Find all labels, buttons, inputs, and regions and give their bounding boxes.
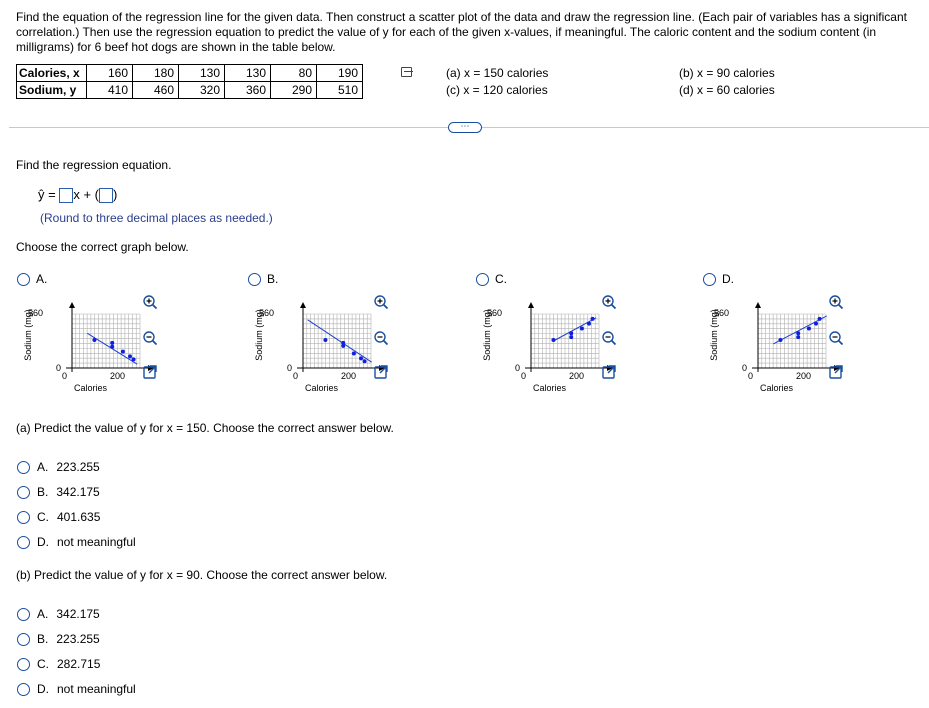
part-b-option-c[interactable]: C. 282.715 — [17, 657, 100, 671]
graph-option-c[interactable] — [475, 268, 680, 398]
radio-button[interactable] — [17, 511, 30, 524]
data-point — [591, 317, 595, 321]
table-cell: 80 — [271, 65, 317, 82]
data-point — [587, 322, 591, 326]
graph-option-label[interactable] — [17, 272, 47, 286]
x-axis-label: Calories — [74, 383, 108, 393]
zoom-in-icon[interactable] — [828, 294, 844, 310]
more-button[interactable]: ⋯ — [448, 122, 482, 133]
popout-icon[interactable] — [828, 364, 844, 380]
y-tick-label: 560 — [487, 308, 503, 318]
radio-button[interactable] — [17, 658, 30, 671]
x-axis-label: Calories — [305, 383, 339, 393]
radio-button[interactable] — [17, 461, 30, 474]
zoom-in-icon[interactable] — [373, 294, 389, 310]
data-point — [92, 338, 96, 342]
data-point — [569, 331, 573, 335]
data-point — [807, 326, 811, 330]
table-cell: 190 — [317, 65, 363, 82]
round-note: (Round to three decimal places as needed.) — [40, 211, 273, 225]
table-row-x — [17, 65, 363, 82]
regression-prompt: Find the regression equation. — [16, 158, 172, 172]
x-tick-label: 200 — [569, 371, 585, 381]
yhat-symbol: ŷ — [38, 187, 45, 202]
x-tick-label: 0 — [748, 371, 754, 381]
scatter-plot — [515, 296, 615, 376]
x-tick-label: 0 — [293, 371, 299, 381]
table-cell: 510 — [317, 82, 363, 99]
zoom-out-icon[interactable] — [828, 330, 844, 346]
y-tick-zero: 0 — [56, 363, 62, 373]
data-point — [580, 326, 584, 330]
prompt-c: (c) x = 120 calories — [446, 83, 548, 97]
x-tick-label: 0 — [521, 371, 527, 381]
part-b-question: (b) Predict the value of y for x = 90. Choose the correct answer below. — [16, 568, 388, 582]
data-point — [323, 338, 327, 342]
y-axis-label: Sodium (mg) — [23, 309, 33, 361]
data-point — [818, 317, 822, 321]
y-tick-label: 560 — [28, 308, 44, 318]
table-cell: 460 — [133, 82, 179, 99]
data-point — [359, 356, 363, 360]
scatter-plot — [56, 296, 156, 376]
equals-sign: = — [44, 187, 60, 202]
part-b-option-a[interactable]: A. 342.175 — [17, 607, 100, 621]
prompt-a: (a) x = 150 calories — [446, 66, 549, 80]
radio-button[interactable] — [17, 273, 30, 286]
table-row-y — [17, 82, 363, 99]
x-axis-label: Calories — [760, 383, 794, 393]
part-b-option-d[interactable]: D. not meaningful — [17, 682, 136, 696]
y-axis-arrow — [528, 302, 534, 308]
table-cell: 180 — [133, 65, 179, 82]
radio-button[interactable] — [248, 273, 261, 286]
y-tick-zero: 0 — [515, 363, 521, 373]
table-cell: 410 — [87, 82, 133, 99]
graph-option-label[interactable] — [476, 272, 507, 286]
scatter-plot — [742, 296, 842, 376]
regression-line — [308, 320, 372, 362]
x-tick-label: 200 — [796, 371, 812, 381]
part-a-option-d[interactable]: D. not meaningful — [17, 535, 136, 549]
intercept-input[interactable] — [99, 188, 113, 203]
zoom-in-icon[interactable] — [142, 294, 158, 310]
zoom-out-icon[interactable] — [373, 330, 389, 346]
zoom-in-icon[interactable] — [601, 294, 617, 310]
y-axis-arrow — [755, 302, 761, 308]
x-tick-label: 200 — [110, 371, 126, 381]
graph-option-letter: B. — [267, 272, 279, 286]
radio-button[interactable] — [476, 273, 489, 286]
popout-icon[interactable] — [601, 364, 617, 380]
data-point — [110, 345, 114, 349]
scatter-plot — [287, 296, 387, 376]
data-point — [110, 341, 114, 345]
table-cell: 290 — [271, 82, 317, 99]
problem-intro: Find the equation of the regression line for the given data. Then construct a scatter plot of the data and draw the regression line. (Each pair of variables has a significant correlation.) Then use the regression equation to predict the value of y for each of the given x-values, if meaningful. The caloric content and the sodium content (in milligrams) for 6 beef hot dogs are shown in the table below. — [16, 10, 907, 54]
close-paren: ) — [112, 187, 118, 202]
part-a-option-b[interactable]: B. 342.175 — [17, 485, 100, 499]
slope-input[interactable] — [59, 188, 73, 203]
row-label-x: Calories, x — [17, 65, 87, 82]
part-a-question: (a) Predict the value of y for x = 150. Choose the correct answer below. — [16, 421, 394, 435]
x-tick-label: 200 — [341, 371, 357, 381]
data-point — [121, 350, 125, 354]
y-axis-label: Sodium (mg) — [709, 309, 719, 361]
y-tick-label: 560 — [259, 308, 275, 318]
regression-equation — [38, 187, 117, 203]
graph-option-letter: A. — [36, 272, 48, 286]
graph-option-a[interactable] — [16, 268, 221, 398]
row-label-y: Sodium, y — [17, 82, 87, 99]
part-a-option-a[interactable]: A. 223.255 — [17, 460, 100, 474]
graph-option-letter: D. — [722, 272, 734, 286]
data-point — [128, 354, 132, 358]
data-point — [796, 335, 800, 339]
y-tick-zero: 0 — [287, 363, 293, 373]
y-tick-zero: 0 — [742, 363, 748, 373]
data-point — [778, 338, 782, 342]
x-tick-label: 0 — [62, 371, 68, 381]
copy-icon[interactable] — [401, 67, 412, 77]
y-tick-label: 560 — [714, 308, 730, 318]
radio-button[interactable] — [703, 273, 716, 286]
y-axis-label: Sodium (mg) — [254, 309, 264, 361]
table-cell: 130 — [225, 65, 271, 82]
data-point — [352, 352, 356, 356]
x-plus-text: x + ( — [73, 187, 99, 202]
data-point — [341, 344, 345, 348]
prompt-b: (b) x = 90 calories — [679, 66, 775, 80]
data-point — [363, 359, 367, 363]
table-cell: 160 — [87, 65, 133, 82]
y-axis-label: Sodium (mg) — [482, 309, 492, 361]
graph-option-letter: C. — [495, 272, 507, 286]
y-axis-arrow — [69, 302, 75, 308]
data-point — [569, 335, 573, 339]
radio-button[interactable] — [17, 608, 30, 621]
table-cell: 320 — [179, 82, 225, 99]
x-axis-label: Calories — [533, 383, 567, 393]
y-axis-arrow — [300, 302, 306, 308]
data-table — [16, 64, 363, 99]
data-point — [551, 338, 555, 342]
radio-button[interactable] — [17, 486, 30, 499]
graph-option-label[interactable] — [703, 272, 734, 286]
zoom-out-icon[interactable] — [142, 330, 158, 346]
data-point — [796, 331, 800, 335]
graph-option-d[interactable] — [702, 268, 907, 398]
part-a-option-c[interactable]: C. 401.635 — [17, 510, 100, 524]
regression-line — [553, 318, 596, 341]
radio-button[interactable] — [17, 536, 30, 549]
graph-option-label[interactable] — [248, 272, 278, 286]
popout-icon[interactable] — [142, 364, 158, 380]
table-cell: 130 — [179, 65, 225, 82]
zoom-out-icon[interactable] — [601, 330, 617, 346]
graph-option-b[interactable] — [247, 268, 452, 398]
radio-button[interactable] — [17, 683, 30, 696]
popout-icon[interactable] — [373, 364, 389, 380]
data-point — [814, 322, 818, 326]
prompt-d: (d) x = 60 calories — [679, 83, 775, 97]
graph-prompt: Choose the correct graph below. — [16, 240, 189, 254]
data-point — [132, 357, 136, 361]
part-b-option-b[interactable]: B. 223.255 — [17, 632, 100, 646]
radio-button[interactable] — [17, 633, 30, 646]
table-cell: 360 — [225, 82, 271, 99]
